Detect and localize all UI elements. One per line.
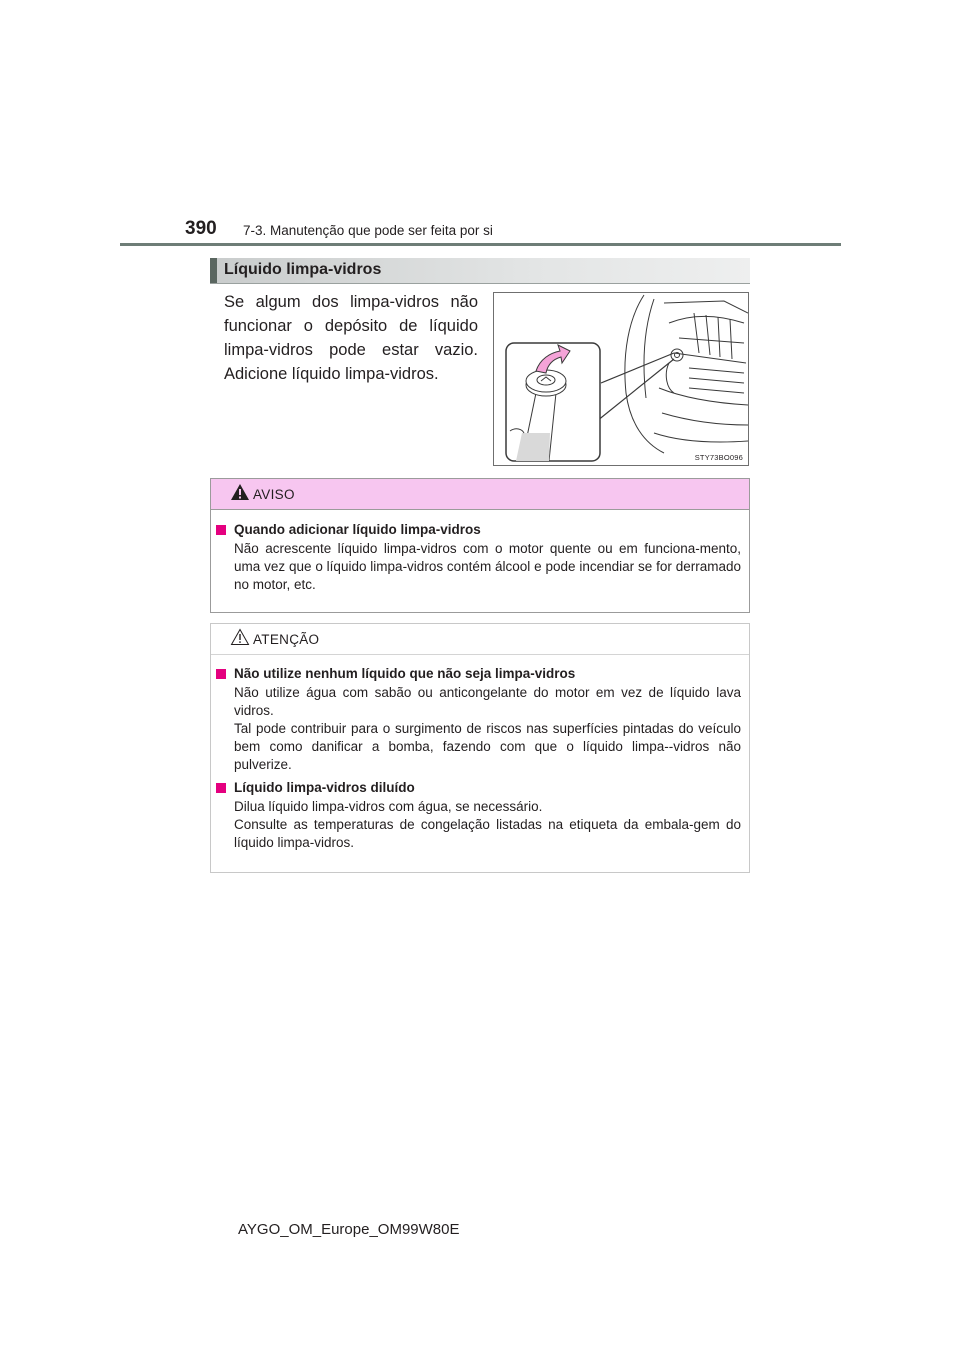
section-heading-tab bbox=[210, 258, 217, 283]
notice-item bbox=[216, 780, 741, 852]
header-rule bbox=[120, 243, 841, 246]
bullet-square-icon bbox=[216, 669, 226, 679]
notice-item-title-text: Não utilize nenhum líquido que não seja limpa-vidros bbox=[234, 666, 576, 681]
pointer-lines bbox=[597, 353, 674, 421]
chapter-title: 7-3. Manutenção que pode ser feita por si bbox=[243, 223, 493, 238]
notice-item-paragraph: Tal pode contribuir para o surgimento de riscos nas superfícies pintadas do veículo bem como danificar a bomba, fazendo com que o líquido limpa--vidros não pulverize. bbox=[234, 721, 741, 772]
notice-box bbox=[210, 623, 750, 873]
warning-box bbox=[210, 478, 750, 613]
figure-code: STY73BO096 bbox=[694, 453, 743, 462]
page-number: 390 bbox=[185, 218, 217, 239]
warning-box-header bbox=[211, 479, 749, 510]
section-heading bbox=[210, 258, 750, 284]
notice-item-title bbox=[216, 666, 741, 681]
warning-triangle-filled-icon bbox=[230, 483, 250, 501]
notice-item-paragraph: Dilua líquido limpa-vidros com água, se necessário. bbox=[234, 799, 543, 814]
bullet-square-icon bbox=[216, 783, 226, 793]
warning-label: AVISO bbox=[253, 487, 295, 502]
notice-item-body bbox=[216, 798, 741, 852]
notice-item-paragraph: Consulte as temperaturas de congelação listadas na etiqueta da embala-gem do líquido limpa-vidros. bbox=[234, 817, 741, 850]
intro-line: funcionar o depósito de líquido bbox=[224, 317, 478, 335]
washer-reservoir-illustration bbox=[493, 292, 749, 466]
intro-line: Adicione líquido limpa-vidros. bbox=[224, 365, 439, 383]
warning-item-title bbox=[216, 522, 741, 537]
notice-item-title bbox=[216, 780, 741, 795]
footer-document-code: AYGO_OM_Europe_OM99W80E bbox=[238, 1221, 460, 1238]
warning-item bbox=[216, 522, 741, 594]
warning-item-title-text: Quando adicionar líquido limpa-vidros bbox=[234, 522, 481, 537]
warning-triangle-outline-icon bbox=[230, 628, 250, 646]
notice-item-title-text: Líquido limpa-vidros diluído bbox=[234, 780, 415, 795]
notice-box-header bbox=[211, 624, 749, 655]
intro-paragraph bbox=[224, 290, 478, 386]
warning-item-paragraph: Não acrescente líquido limpa-vidros com o motor quente ou em funciona-mento, uma vez que o líquido limpa-vidros contém álcool e pode incendiar se for derramado no motor, etc. bbox=[234, 541, 741, 592]
notice-item-body bbox=[216, 684, 741, 774]
notice-item bbox=[216, 666, 741, 774]
section-heading-text: Líquido limpa-vidros bbox=[224, 261, 382, 278]
intro-line: Se algum dos limpa-vidros não bbox=[224, 293, 478, 311]
engine-bay-drawing bbox=[494, 293, 749, 466]
notice-label: ATENÇÃO bbox=[253, 632, 320, 647]
bullet-square-icon bbox=[216, 525, 226, 535]
intro-line: limpa-vidros pode estar vazio. bbox=[224, 341, 478, 359]
notice-item-paragraph: Não utilize água com sabão ou anticongelante do motor em vez de líquido lava vidros. bbox=[234, 685, 741, 718]
warning-item-body bbox=[216, 540, 741, 594]
